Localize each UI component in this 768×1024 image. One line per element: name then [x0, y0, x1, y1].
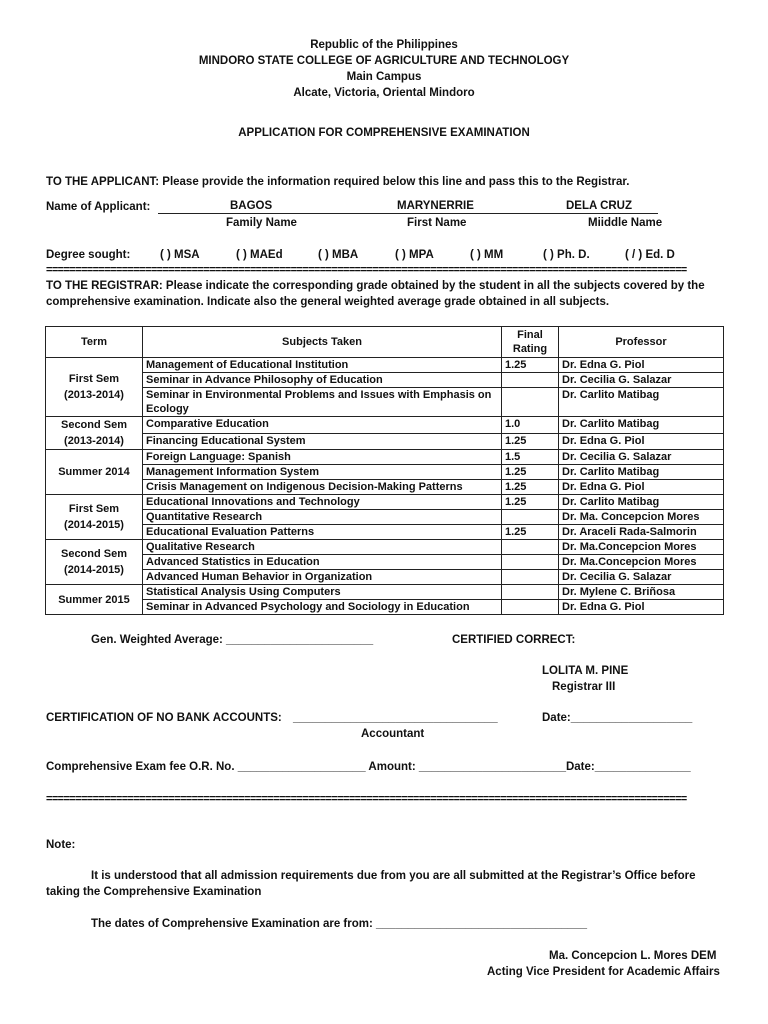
accountant-caption: Accountant: [361, 728, 425, 740]
subject-cell: Crisis Management on Indigenous Decision-Making Patterns: [143, 480, 502, 495]
republic-text: Republic of the Philippines: [310, 39, 458, 51]
professor-cell: Dr. Carlito Matibag: [559, 417, 724, 434]
campus-name: Main Campus: [346, 71, 422, 83]
term-cell: First Sem (2013-2014): [46, 358, 143, 417]
term-cell: First Sem (2014-2015): [46, 495, 143, 540]
table-row: [46, 540, 724, 555]
registrar-title: Registrar III: [552, 681, 616, 693]
subject-cell: Foreign Language: Spanish: [143, 450, 502, 465]
rating-cell[interactable]: 1.25: [502, 358, 559, 373]
no-bank-date[interactable]: Date:___________________: [542, 712, 693, 724]
table-row: [46, 417, 724, 434]
degree-option-edd[interactable]: ( / ) Ed. D: [625, 249, 675, 261]
rating-cell[interactable]: [502, 585, 559, 600]
note-line-1: It is understood that all admission requirements due from you are all submitted at the Registrar’s Office before: [91, 870, 696, 882]
professor-cell: Dr. Edna G. Piol: [559, 358, 724, 373]
note-label: Note:: [46, 839, 76, 851]
professor-cell: Dr. Cecilia G. Salazar: [559, 450, 724, 465]
term-cell: Summer 2014: [46, 450, 143, 495]
rating-cell[interactable]: [502, 510, 559, 525]
professor-cell: Dr. Edna G. Piol: [559, 480, 724, 495]
professor-cell: Dr. Carlito Matibag: [559, 465, 724, 480]
rating-cell[interactable]: 1.25: [502, 480, 559, 495]
first-name-value[interactable]: MARYNERRIE: [397, 200, 474, 212]
professor-cell: Dr. Ma.Concepcion Mores: [559, 555, 724, 570]
registrar-name: LOLITA M. PINE: [542, 665, 629, 677]
certified-correct: CERTIFIED CORRECT:: [452, 634, 576, 646]
middle-name-value[interactable]: DELA CRUZ: [566, 200, 633, 212]
professor-cell: Dr. Ma. Concepcion Mores: [559, 510, 724, 525]
subject-cell: Educational Evaluation Patterns: [143, 525, 502, 540]
subject-cell: Statistical Analysis Using Computers: [143, 585, 502, 600]
professor-cell: Dr. Cecilia G. Salazar: [559, 570, 724, 585]
table-row: [46, 585, 724, 600]
professor-cell: Dr. Edna G. Piol: [559, 600, 724, 615]
subject-cell: Financing Educational System: [143, 433, 502, 450]
subject-cell: Qualitative Research: [143, 540, 502, 555]
campus-address: Alcate, Victoria, Oriental Mindoro: [293, 87, 475, 99]
degree-label: Degree sought:: [46, 249, 131, 261]
subject-cell: Management Information System: [143, 465, 502, 480]
professor-header: Professor: [559, 327, 724, 358]
degree-option-mm[interactable]: ( ) MM: [470, 249, 504, 261]
rating-cell[interactable]: 1.5: [502, 450, 559, 465]
middle-name-caption: Miiddle Name: [588, 217, 663, 229]
name-underline: [158, 213, 658, 214]
subjects-header: Subjects Taken: [143, 327, 502, 358]
table-row: [46, 570, 724, 585]
note-line-2: taking the Comprehensive Examination: [46, 886, 262, 898]
rating-header: Final Rating: [502, 327, 559, 358]
rating-cell[interactable]: [502, 540, 559, 555]
college-name: MINDORO STATE COLLEGE OF AGRICULTURE AND TECHNOLOGY: [198, 55, 570, 67]
subject-cell: Educational Innovations and Technology: [143, 495, 502, 510]
term-cell: Summer 2015: [46, 585, 143, 615]
subject-cell: Advanced Human Behavior in Organization: [143, 570, 502, 585]
term-cell: Second Sem (2014-2015): [46, 540, 143, 585]
degree-option-phd[interactable]: ( ) Ph. D.: [543, 249, 590, 261]
table-row: [46, 495, 724, 510]
exam-dates-field[interactable]: The dates of Comprehensive Examination are from: _________________________________: [91, 918, 588, 930]
professor-cell: Dr. Araceli Rada-Salmorin: [559, 525, 724, 540]
grades-table: [45, 326, 724, 615]
rating-cell[interactable]: 1.25: [502, 525, 559, 540]
registrar-instruction-2: comprehensive examination. Indicate also the general weighted average grade obtained in all subjects.: [46, 296, 610, 308]
professor-cell: Dr. Carlito Matibag: [559, 388, 724, 417]
rating-cell[interactable]: [502, 600, 559, 615]
family-name-caption: Family Name: [226, 217, 297, 229]
first-name-caption: First Name: [407, 217, 467, 229]
rating-cell[interactable]: 1.0: [502, 417, 559, 434]
professor-cell: Dr. Edna G. Piol: [559, 433, 724, 450]
subject-cell: Advanced Statistics in Education: [143, 555, 502, 570]
rating-cell[interactable]: [502, 570, 559, 585]
name-label: Name of Applicant:: [46, 201, 151, 213]
table-row: [46, 450, 724, 465]
rating-cell[interactable]: [502, 373, 559, 388]
table-row: [46, 433, 724, 450]
professor-cell: Dr. Ma.Concepcion Mores: [559, 540, 724, 555]
rating-cell[interactable]: 1.25: [502, 465, 559, 480]
table-row: [46, 555, 724, 570]
degree-option-maed[interactable]: ( ) MAEd: [236, 249, 283, 261]
signatory-title: Acting Vice President for Academic Affairs: [487, 966, 720, 978]
rating-cell[interactable]: [502, 555, 559, 570]
table-row: [46, 510, 724, 525]
subject-cell: Quantitative Research: [143, 510, 502, 525]
gwa-field[interactable]: Gen. Weighted Average: _______________________: [91, 634, 374, 646]
professor-cell: Dr. Carlito Matibag: [559, 495, 724, 510]
signatory-name: Ma. Concepcion L. Mores DEM: [549, 950, 717, 962]
degree-option-mba[interactable]: ( ) MBA: [318, 249, 359, 261]
term-header: Term: [46, 327, 143, 358]
rating-cell[interactable]: 1.25: [502, 495, 559, 510]
professor-cell: Dr. Mylene C. Briñosa: [559, 585, 724, 600]
table-row: [46, 465, 724, 480]
table-row: [46, 373, 724, 388]
subject-cell: Management of Educational Institution: [143, 358, 502, 373]
subject-cell: Seminar in Advance Philosophy of Education: [143, 373, 502, 388]
table-row: [46, 480, 724, 495]
form-title: APPLICATION FOR COMPREHENSIVE EXAMINATION: [238, 127, 530, 139]
term-cell: Second Sem (2013-2014): [46, 417, 143, 450]
separator-line-2: ==============================================================================================================: [46, 793, 687, 805]
no-bank-label: CERTIFICATION OF NO BANK ACCOUNTS:: [46, 712, 282, 724]
table-row: [46, 525, 724, 540]
applicant-instruction: TO THE APPLICANT: Please provide the information required below this line and pass this to the Registrar.: [46, 176, 630, 188]
family-name-value[interactable]: BAGOS: [230, 200, 273, 212]
subject-cell: Comparative Education: [143, 417, 502, 434]
table-row: [46, 388, 724, 417]
registrar-instruction-1: TO THE REGISTRAR: Please indicate the corresponding grade obtained by the student in all the subjects covered by the: [46, 280, 705, 292]
degree-option-mpa[interactable]: ( ) MPA: [395, 249, 434, 261]
subject-cell: Seminar in Environmental Problems and Issues with Emphasis on Ecology: [143, 388, 502, 417]
separator-line: ==============================================================================================================: [46, 264, 687, 276]
rating-cell[interactable]: 1.25: [502, 433, 559, 450]
table-row: [46, 358, 724, 373]
professor-cell: Dr. Cecilia G. Salazar: [559, 373, 724, 388]
degree-option-msa[interactable]: ( ) MSA: [160, 249, 200, 261]
table-row: [46, 600, 724, 615]
no-bank-signature-line[interactable]: ________________________________: [293, 712, 498, 724]
exam-fee-line[interactable]: Comprehensive Exam fee O.R. No. ____________________ Amount: _______________________Date:_______________: [46, 761, 691, 773]
subject-cell: Seminar in Advanced Psychology and Sociology in Education: [143, 600, 502, 615]
rating-cell[interactable]: [502, 388, 559, 417]
